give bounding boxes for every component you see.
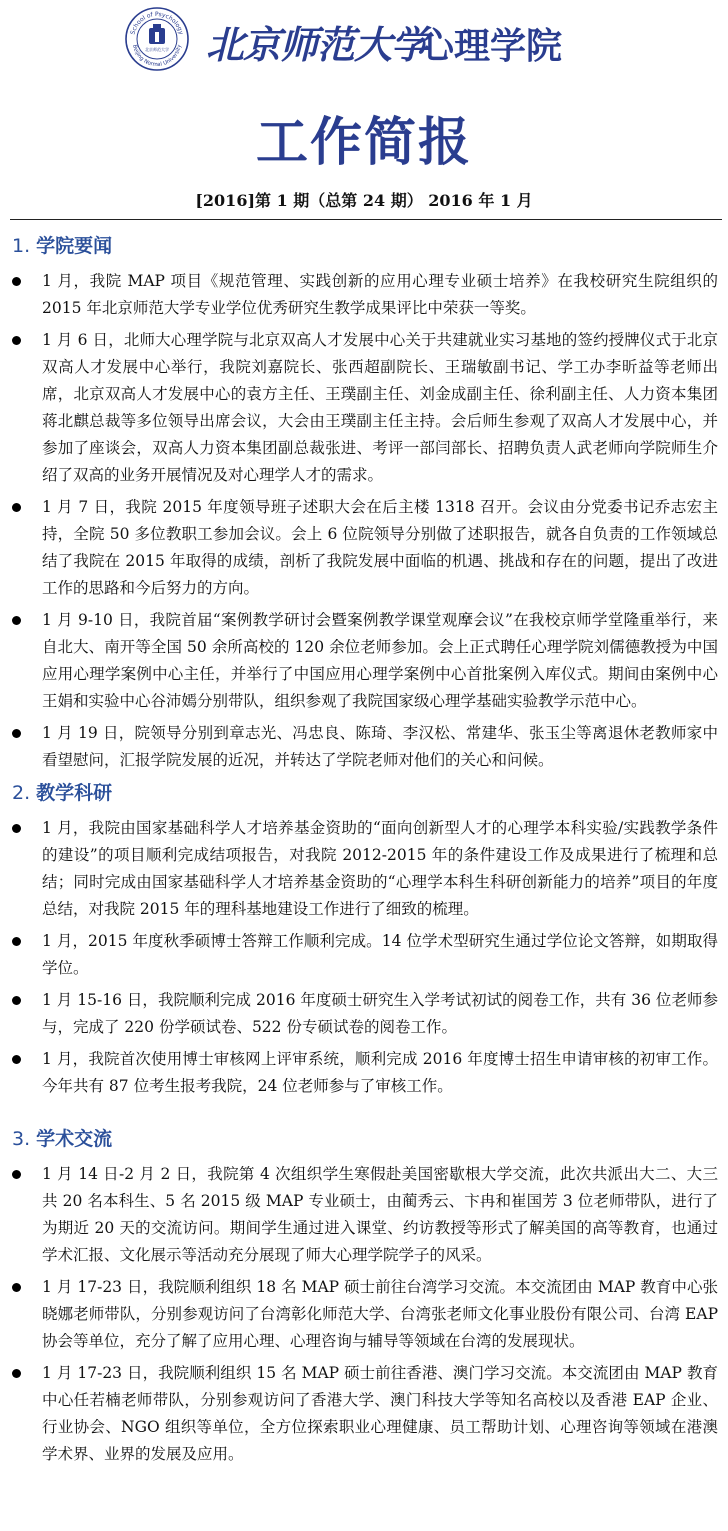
section-heading <box>0 232 728 260</box>
news-item-text: 1 月 6 日，北师大心理学院与北京双高人才发展中心关于共建就业实习基地的签约授牌仪式于北京双高人才发展中心举行，我院刘嘉院长、张西超副院长、王瑞敏副书记、学工办李昕益等老师出席，北京双高人才发展中心的袁方主任、王璞副主任、刘金成副主任、徐利副主任、人力资本集团蒋北麒总裁等多位领导出席会议，大会由王璞副主任主持。会后师生参观了双高人才发展中心，并参加了座谈会，双高人力资本集团副总裁张进、考评一部闫部长、招聘负责人武老师向学院师生介绍了双高的业务开展情况及对心理学人才的需求。 <box>42 331 718 484</box>
news-item <box>0 815 728 923</box>
news-item <box>0 607 728 715</box>
report-title: 工作简报 <box>255 112 472 173</box>
university-name-calligraphy: 北京师范大学 <box>206 22 429 67</box>
bullet-icon <box>12 996 21 1005</box>
bullet-icon <box>12 824 21 833</box>
logo-ring-top-text: School of Psychology <box>129 10 185 36</box>
section-number: 1. <box>12 235 31 257</box>
section-title: 教学科研 <box>36 782 113 804</box>
bullet-icon <box>12 616 21 625</box>
news-item <box>0 1360 728 1468</box>
section-number: 3. <box>12 1128 31 1150</box>
bullet-icon <box>12 729 21 738</box>
news-item <box>0 720 728 774</box>
news-item <box>0 494 728 602</box>
logo-ring-bottom-text: Beijing Normal University <box>131 44 183 69</box>
section-number: 2. <box>12 782 31 804</box>
section-spacer <box>0 1105 728 1121</box>
news-item-text: 1 月 19 日，院领导分别到章志光、冯忠良、陈琦、李汉松、常建华、张玉尘等离退休老教师家中看望慰问，汇报学院发展的近况，并转达了学院老师对他们的关心和问候。 <box>42 724 718 769</box>
bullet-icon <box>12 1369 21 1378</box>
bullet-icon <box>12 503 21 512</box>
bullet-icon <box>12 1283 21 1292</box>
news-item <box>0 928 728 982</box>
header-divider <box>10 219 722 220</box>
section-title: 学术交流 <box>36 1128 113 1150</box>
bullet-icon <box>12 1055 21 1064</box>
issue-line: [2016]第 1 期（总第 24 期） 2016 年 1 月 <box>195 191 533 210</box>
news-item-text: 1 月 17-23 日，我院顺利组织 18 名 MAP 硕士前往台湾学习交流。本交流团由 MAP 教育中心张晓娜老师带队，分别参观访问了台湾彰化师范大学、台湾张老师文化事业股份有限公司、台湾 EAP 协会等单位，充分了解了应用心理、心理咨询与辅导等领域在台湾的发展现状。 <box>42 1278 718 1350</box>
news-item <box>0 987 728 1041</box>
news-item-text: 1 月，我院 MAP 项目《规范管理、实践创新的应用心理专业硕士培养》在我校研究生院组织的 2015 年北京师范大学专业学位优秀研究生教学成果评比中荣获一等奖。 <box>42 272 718 317</box>
news-item <box>0 268 728 322</box>
news-item <box>0 1161 728 1269</box>
news-item-text: 1 月，我院由国家基础科学人才培养基金资助的“面向创新型人才的心理学本科实验/实践教学条件的建设”的项目顺利完成结项报告，对我院 2012-2015 年的条件建设工作及成果进行了梳理和总结；同时完成由国家基础科学人才培养基金资助的“心理学本科生科研创新能力的培养”项目的年度总结，对我院 2015 年的理科基地建设工作进行了细致的梳理。 <box>42 819 718 918</box>
bullet-icon <box>12 1170 21 1179</box>
news-item <box>0 1046 728 1100</box>
section-heading <box>0 779 728 807</box>
news-item-text: 1 月 14 日-2 月 2 日，我院第 4 次组织学生寒假赴美国密歇根大学交流，此次共派出大二、大三共 20 名本科生、5 名 2015 级 MAP 专业硕士，由蔺秀云、卞冉和崔国芳 3 位老师带队，进行了为期近 20 天的交流访问。期间学生通过进入课堂、约访教授等形式了解美国的高等教育，也通过学术汇报、文化展示等活动充分展现了师大心理学院学子的风采。 <box>42 1165 718 1264</box>
news-item <box>0 327 728 489</box>
news-item-text: 1 月，2015 年度秋季硕博士答辩工作顺利完成。14 位学术型研究生通过学位论文答辩，如期取得学位。 <box>42 932 718 977</box>
news-item <box>0 1274 728 1355</box>
university-seal-logo <box>124 6 190 72</box>
masthead <box>0 0 728 80</box>
news-item-text: 1 月 9-10 日，我院首届“案例教学研讨会暨案例教学课堂观摩会议”在我校京师学堂隆重举行，来自北大、南开等全国 50 余所高校的 120 余位老师参加。会上正式聘任心理学院刘儒德教授为中国应用心理学案例中心主任，并举行了中国应用心理学案例中心首批案例入库仪式。期间由案例中心王娟和实验中心谷沛嫣分别带队，组织参观了我院国家级心理学基础实验教学示范中心。 <box>42 611 718 710</box>
school-name: 心理学院 <box>418 26 563 67</box>
bullet-icon <box>12 336 21 345</box>
section-heading <box>0 1125 728 1153</box>
news-item-text: 1 月 17-23 日，我院顺利组织 15 名 MAP 硕士前往香港、澳门学习交流。本交流团由 MAP 教育中心任若楠老师带队，分别参观访问了香港大学、澳门科技大学等知名高校以及香港 EAP 企业、行业协会、NGO 组织等单位，全方位探索职业心理健康、员工帮助计划、心理咨询等领域在港澳学术界、业界的发展及应用。 <box>42 1364 718 1463</box>
news-item-text: 1 月 7 日，我院 2015 年度领导班子述职大会在后主楼 1318 召开。会议由分党委书记乔志宏主持，全院 50 多位教职工参加会议。会上 6 位院领导分别做了述职报告，就各自负责的工作领域总结了我院在 2015 年取得的成绩，剖析了我院发展中面临的机遇、挑战和存在的问题，提出了改进工作的思路和今后努力的方向。 <box>42 498 718 597</box>
news-item-text: 1 月，我院首次使用博士审核网上评审系统，顺利完成 2016 年度博士招生申请审核的初审工作。今年共有 87 位考生报考我院，24 位老师参与了审核工作。 <box>42 1050 718 1095</box>
report-body <box>0 228 728 1473</box>
logo-center-text: 北京师范大学 <box>145 47 169 52</box>
news-item-text: 1 月 15-16 日，我院顺利完成 2016 年度硕士研究生入学考试初试的阅卷工作，共有 36 位老师参与，完成了 220 份学硕试卷、522 份专硕试卷的阅卷工作。 <box>42 991 718 1036</box>
bullet-icon <box>12 937 21 946</box>
bullet-icon <box>12 277 21 286</box>
section-title: 学院要闻 <box>36 235 113 257</box>
